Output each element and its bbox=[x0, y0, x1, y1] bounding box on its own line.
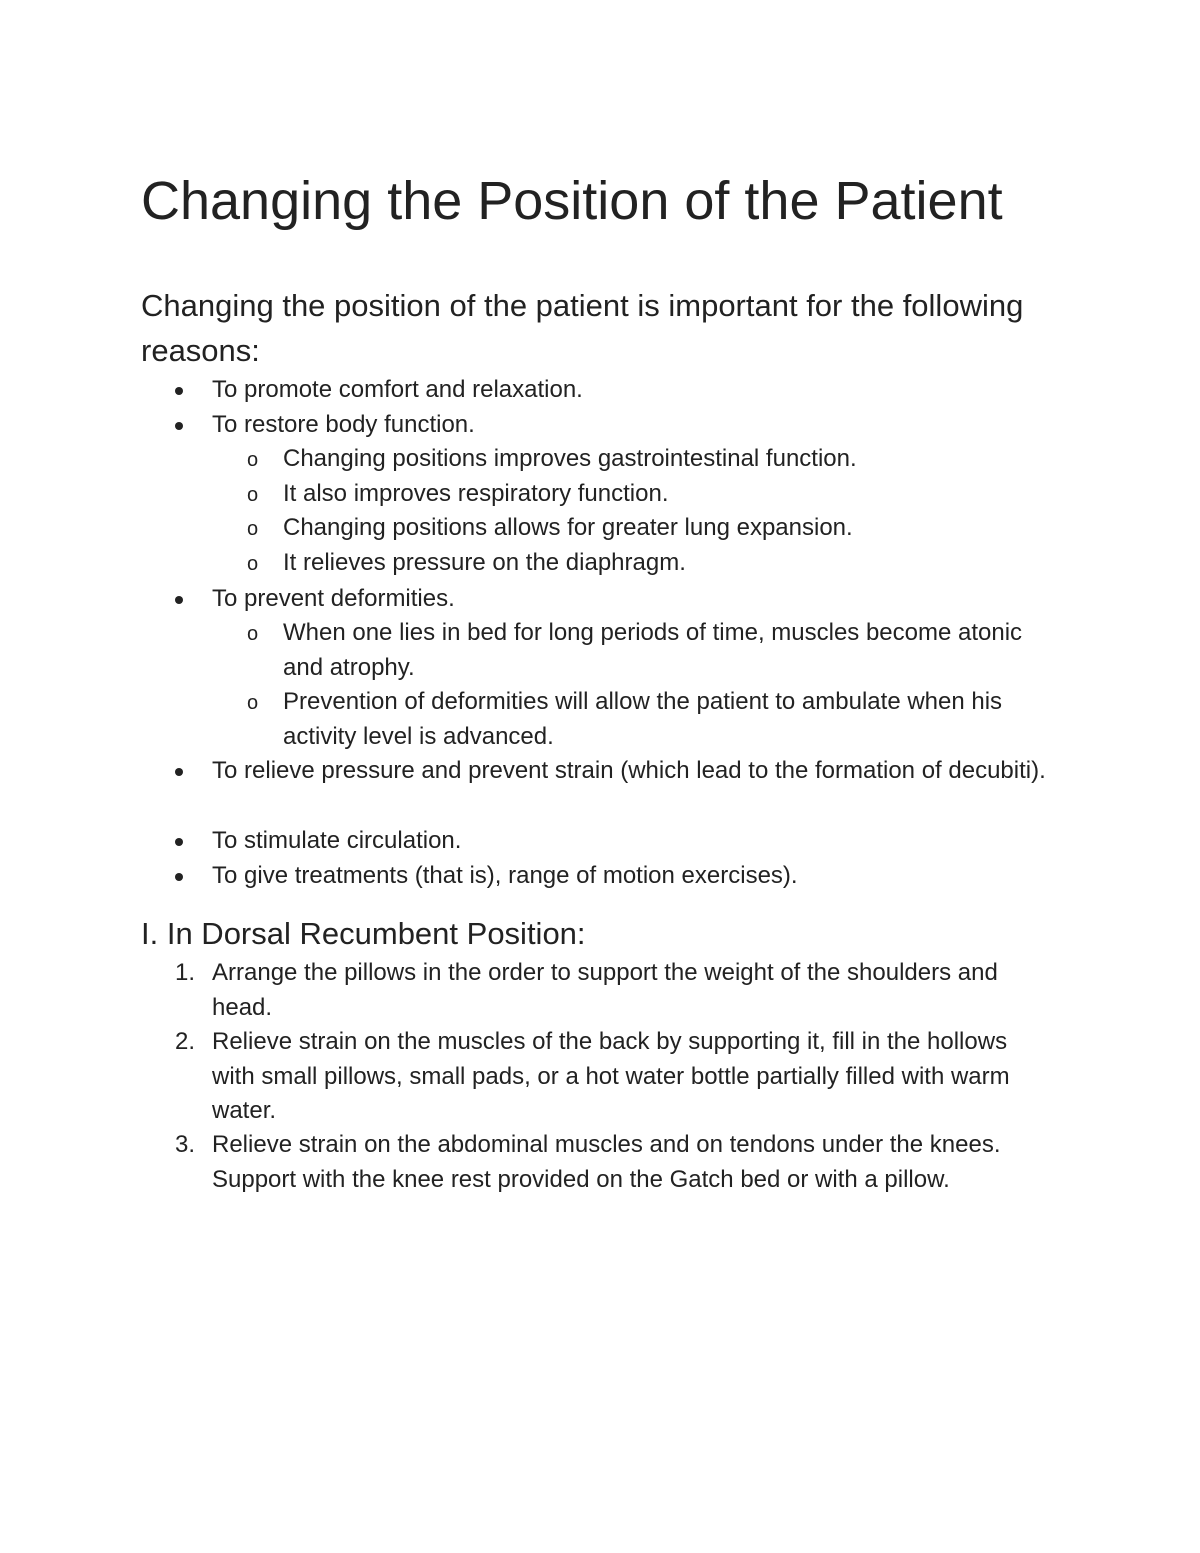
sub-list-item bbox=[247, 511, 1083, 546]
numbered-step bbox=[175, 956, 1052, 1025]
sub-item-text: When one lies in bed for long periods of time, muscles become atonic and atrophy. bbox=[283, 619, 1023, 681]
sub-bullet-icon: o bbox=[247, 484, 259, 506]
bullet-text: To prevent deformities. bbox=[212, 585, 455, 612]
bullet-text: To restore body function. bbox=[212, 411, 475, 438]
sub-bullet-icon: o bbox=[247, 518, 259, 540]
step-number: 3. bbox=[175, 1131, 196, 1158]
sub-bullet-icon: o bbox=[247, 449, 259, 471]
section-heading: I. In Dorsal Recumbent Position: bbox=[141, 916, 586, 951]
bullet-item bbox=[212, 582, 1092, 617]
bullet-item bbox=[212, 859, 1092, 894]
bullet-item bbox=[212, 408, 1092, 443]
step-number: 2. bbox=[175, 1028, 196, 1055]
bullet-icon bbox=[175, 387, 183, 395]
bullet-text: To promote comfort and relaxation. bbox=[212, 376, 583, 403]
step-number: 1. bbox=[175, 959, 196, 986]
step-text: Relieve strain on the abdominal muscles and on tendons under the knees. Support with the knee rest provided on the Gatch bed or with a pillow. bbox=[212, 1131, 1001, 1193]
bullet-icon bbox=[175, 873, 183, 881]
bullet-text: To relieve pressure and prevent strain (which lead to the formation of decubiti). bbox=[212, 757, 1046, 784]
bullet-icon bbox=[175, 768, 183, 776]
bullet-text: To give treatments (that is), range of motion exercises). bbox=[212, 862, 798, 889]
numbered-step bbox=[175, 1025, 1032, 1129]
step-text: Relieve strain on the muscles of the back by supporting it, fill in the hollows with small pillows, small pads, or a hot water bottle partially filled with warm water. bbox=[212, 1028, 1010, 1124]
numbered-step bbox=[175, 1128, 1042, 1197]
sub-bullet-icon: o bbox=[247, 692, 259, 714]
sub-list-item bbox=[247, 477, 1083, 512]
sub-list-item bbox=[247, 546, 1083, 581]
sub-list-item bbox=[247, 685, 1063, 754]
sub-item-text: It relieves pressure on the diaphragm. bbox=[283, 549, 686, 576]
sub-list-item bbox=[247, 442, 1083, 477]
bullet-icon bbox=[175, 596, 183, 604]
sub-list-item bbox=[247, 616, 1053, 685]
sub-item-text: Prevention of deformities will allow the patient to ambulate when his activity level is advanced. bbox=[283, 688, 1003, 750]
intro-paragraph: Changing the position of the patient is important for the following reasons: bbox=[141, 288, 1024, 368]
sub-bullet-icon: o bbox=[247, 623, 259, 645]
sub-item-text: Changing positions allows for greater lung expansion. bbox=[283, 514, 853, 541]
bullet-item bbox=[212, 824, 1092, 859]
bullet-icon bbox=[175, 838, 183, 846]
bullet-item bbox=[212, 754, 1052, 789]
sub-item-text: It also improves respiratory function. bbox=[283, 480, 669, 507]
bullet-text: To stimulate circulation. bbox=[212, 827, 462, 854]
step-text: Arrange the pillows in the order to support the weight of the shoulders and head. bbox=[212, 959, 998, 1021]
page-title: Changing the Position of the Patient bbox=[141, 171, 1003, 231]
sub-bullet-icon: o bbox=[247, 553, 259, 575]
bullet-icon bbox=[175, 422, 183, 430]
bullet-item bbox=[212, 373, 1092, 408]
sub-item-text: Changing positions improves gastrointestinal function. bbox=[283, 445, 857, 472]
